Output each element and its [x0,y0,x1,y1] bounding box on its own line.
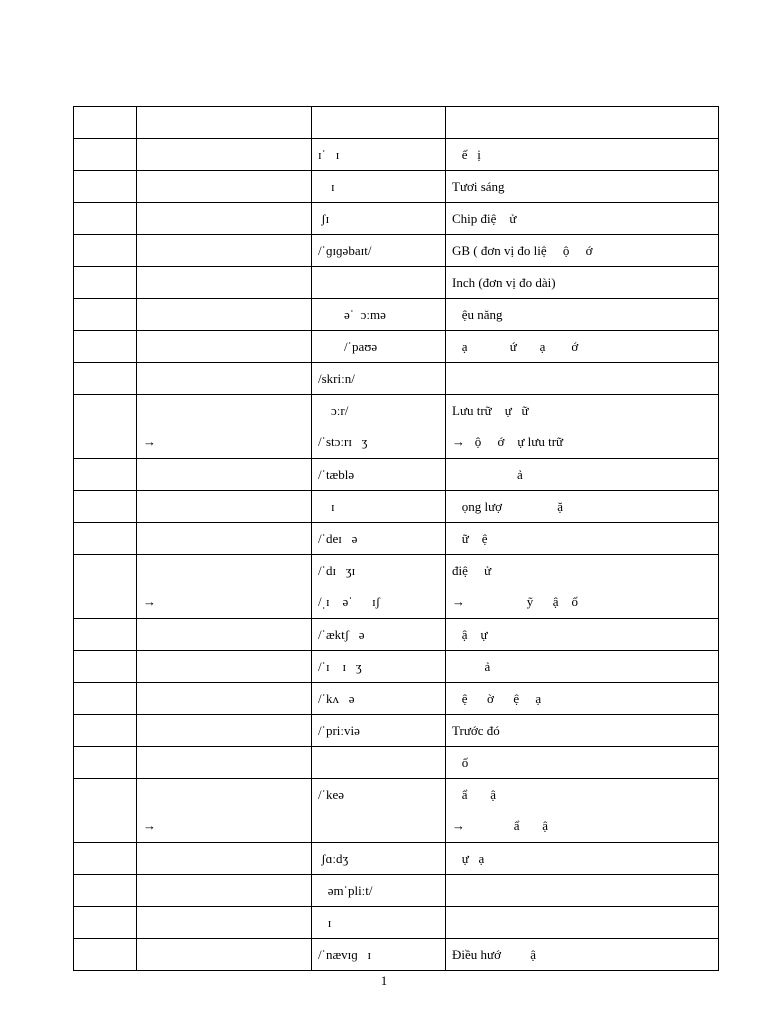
cell-line [80,363,136,394]
word-cell [137,203,312,235]
number-cell [74,331,137,363]
table-row [74,235,719,267]
pronunciation-cell [312,747,446,779]
cell-line: ả [452,659,491,674]
cell-line [143,619,311,650]
number-cell [74,267,137,299]
meaning-cell [446,331,719,363]
cell-line [80,171,136,202]
table-row [74,267,719,299]
meaning-cell [446,171,719,203]
cell-line: /ˈstɔːrɪ ʒ [318,434,368,449]
meaning-cell [446,395,719,459]
cell-line [80,523,136,554]
cell-line [80,491,136,522]
cell-line: /ˈkʌ ə [318,691,355,706]
cell-line [318,810,445,841]
pronunciation-cell [312,939,446,971]
word-cell [137,107,312,139]
cell-line: /ˈdɪ ʒɪ [318,563,356,578]
cell-line [80,555,136,586]
word-cell [137,683,312,715]
pronunciation-cell [312,683,446,715]
cell-line: əˈ ɔːmə [318,307,386,322]
word-cell [137,907,312,939]
cell-line: /ˈpriːviə [318,723,360,738]
number-cell [74,875,137,907]
meaning-cell [446,651,719,683]
table-row [74,939,719,971]
pronunciation-cell [312,139,446,171]
number-cell [74,171,137,203]
page-number: 1 [380,973,388,988]
pronunciation-cell [312,459,446,491]
table-row [74,331,719,363]
cell-line [318,747,445,778]
vocabulary-table-body [74,107,719,971]
cell-line: /ˌɪ əˈ ɪʃ [318,594,381,609]
cell-line: ɪˈ ɪ [318,147,340,162]
word-cell [137,139,312,171]
pronunciation-cell [312,651,446,683]
cell-line: → [143,434,156,449]
word-cell [137,523,312,555]
pronunciation-cell [312,843,446,875]
table-row [74,747,719,779]
word-cell [137,747,312,779]
number-cell [74,555,137,619]
cell-line: Chip điệ ử [452,211,517,226]
word-cell [137,299,312,331]
number-cell [74,907,137,939]
table-row [74,651,719,683]
cell-line: ự ạ [452,851,485,866]
cell-line: /ˈɪ ɪ ʒ [318,659,362,674]
cell-line [80,203,136,234]
cell-line: ố [452,755,469,770]
meaning-cell [446,107,719,139]
meaning-cell [446,907,719,939]
cell-line: ɪ [318,915,332,930]
meaning-cell [446,235,719,267]
cell-line: /ˈæktʃ ə [318,627,365,642]
cell-line [318,107,445,138]
number-cell [74,459,137,491]
number-cell [74,779,137,843]
cell-line [143,683,311,714]
meaning-cell [446,491,719,523]
cell-line: Lưu trữ ự ữ [452,403,529,418]
cell-line [143,299,311,330]
meaning-cell [446,203,719,235]
cell-line [143,267,311,298]
number-cell [74,235,137,267]
cell-line: Tươi sáng [452,179,505,194]
meaning-cell [446,683,719,715]
cell-line [80,459,136,490]
table-row [74,395,719,459]
cell-line: ẩ ậ [452,787,497,802]
word-cell [137,843,312,875]
table-row [74,139,719,171]
meaning-cell [446,715,719,747]
meaning-cell [446,779,719,843]
pronunciation-cell [312,491,446,523]
cell-line: ệu năng [452,307,503,322]
table-row [74,459,719,491]
vocabulary-table [73,106,719,971]
cell-line [143,203,311,234]
meaning-cell [446,875,719,907]
cell-line: Điều hướ ậ [452,947,536,962]
cell-line [80,395,136,426]
pronunciation-cell [312,779,446,843]
word-cell [137,459,312,491]
cell-line: Inch (đơn vị đo dài) [452,275,556,290]
cell-line [143,523,311,554]
cell-line: → ẩ ậ [452,818,549,833]
word-cell [137,331,312,363]
number-cell [74,523,137,555]
cell-line [80,779,136,810]
cell-line [143,939,311,970]
cell-line [80,843,136,874]
word-cell [137,235,312,267]
cell-line [80,619,136,650]
cell-line: /ˈɡɪɡəbaɪt/ [318,243,372,258]
meaning-cell [446,459,719,491]
cell-line [452,907,718,938]
cell-line [143,779,311,810]
cell-line: /ˈnævɪɡ ɪ [318,947,372,962]
table-row [74,299,719,331]
cell-line: /ˈdeɪ ə [318,531,358,546]
pronunciation-cell [312,395,446,459]
table-row [74,523,719,555]
cell-line: ế ị [452,147,481,162]
cell-line [80,939,136,970]
pronunciation-cell [312,203,446,235]
number-cell [74,299,137,331]
pronunciation-cell [312,363,446,395]
cell-line: → ỹ ậ ố [452,594,579,609]
table-row [74,203,719,235]
meaning-cell [446,523,719,555]
cell-line: GB ( đơn vị đo liệ ộ ớ [452,243,593,258]
cell-line [143,843,311,874]
pronunciation-cell [312,331,446,363]
table-row [74,683,719,715]
cell-line [80,331,136,362]
cell-line: ả [452,467,523,482]
number-cell [74,363,137,395]
cell-line [80,139,136,170]
pronunciation-cell [312,555,446,619]
table-row [74,715,719,747]
cell-line: /ˈkeə [318,787,344,802]
word-cell [137,875,312,907]
pronunciation-cell [312,171,446,203]
meaning-cell [446,363,719,395]
cell-line [80,875,136,906]
table-row [74,107,719,139]
number-cell [74,139,137,171]
cell-line [143,139,311,170]
cell-line: ʃɑːdʒ [318,851,349,866]
cell-line: əmˈpliːt/ [318,883,373,898]
word-cell [137,779,312,843]
cell-line [452,107,718,138]
cell-line [452,363,718,394]
cell-line [80,267,136,298]
cell-line: Trước đó [452,723,500,738]
cell-line [318,267,445,298]
pronunciation-cell [312,235,446,267]
table-row [74,171,719,203]
cell-line [80,715,136,746]
meaning-cell [446,939,719,971]
number-cell [74,619,137,651]
cell-line [143,715,311,746]
word-cell [137,939,312,971]
word-cell [137,363,312,395]
number-cell [74,747,137,779]
number-cell [74,715,137,747]
table-row [74,491,719,523]
cell-line [80,747,136,778]
cell-line [143,555,311,586]
word-cell [137,555,312,619]
cell-line: ọng lượ ặ [452,499,564,514]
meaning-cell [446,619,719,651]
pronunciation-cell [312,907,446,939]
cell-line [80,299,136,330]
cell-line [143,747,311,778]
table-row [74,619,719,651]
cell-line [80,907,136,938]
cell-line [452,875,718,906]
cell-line: /ˈpaʊə [318,339,378,354]
number-cell [74,683,137,715]
meaning-cell [446,267,719,299]
number-cell [74,395,137,459]
word-cell [137,619,312,651]
cell-line: ɔːr/ [318,403,349,418]
cell-line [143,235,311,266]
table-row [74,875,719,907]
cell-line: ậ ự [452,627,488,642]
cell-line [143,875,311,906]
cell-line: → [143,594,156,609]
cell-line [143,363,311,394]
cell-line: ɪ [318,179,335,194]
pronunciation-cell [312,107,446,139]
word-cell [137,171,312,203]
number-cell [74,843,137,875]
word-cell [137,651,312,683]
cell-line: /ˈtæblə [318,467,355,482]
number-cell [74,651,137,683]
pronunciation-cell [312,523,446,555]
cell-line [143,491,311,522]
meaning-cell [446,299,719,331]
word-cell [137,715,312,747]
number-cell [74,107,137,139]
cell-line: ạ ứ ạ ớ [452,339,579,354]
meaning-cell [446,843,719,875]
cell-line: /skriːn/ [318,371,355,386]
cell-line [143,395,311,426]
cell-line [80,651,136,682]
meaning-cell [446,555,719,619]
cell-line [80,683,136,714]
cell-line: ệ ờ ệ ạ [452,691,542,706]
pronunciation-cell [312,619,446,651]
cell-line: → ộ ớ ự lưu trữ [452,434,564,449]
cell-line [143,331,311,362]
word-cell [137,395,312,459]
pronunciation-cell [312,267,446,299]
cell-line [143,651,311,682]
word-cell [137,491,312,523]
pronunciation-cell [312,875,446,907]
table-row [74,779,719,843]
pronunciation-cell [312,299,446,331]
cell-line [143,459,311,490]
table-row [74,907,719,939]
number-cell [74,491,137,523]
cell-line [80,107,136,138]
cell-line: điệ ử [452,563,492,578]
meaning-cell [446,139,719,171]
cell-line [143,107,311,138]
cell-line: ʃɪ [318,211,330,226]
cell-line: ữ ệ [452,531,488,546]
cell-line: ɪ [318,499,335,514]
table-row [74,363,719,395]
cell-line [143,907,311,938]
pronunciation-cell [312,715,446,747]
table-row [74,843,719,875]
cell-line [143,171,311,202]
word-cell [137,267,312,299]
number-cell [74,939,137,971]
number-cell [74,203,137,235]
cell-line [80,235,136,266]
meaning-cell [446,747,719,779]
table-row [74,555,719,619]
cell-line: → [143,818,156,833]
